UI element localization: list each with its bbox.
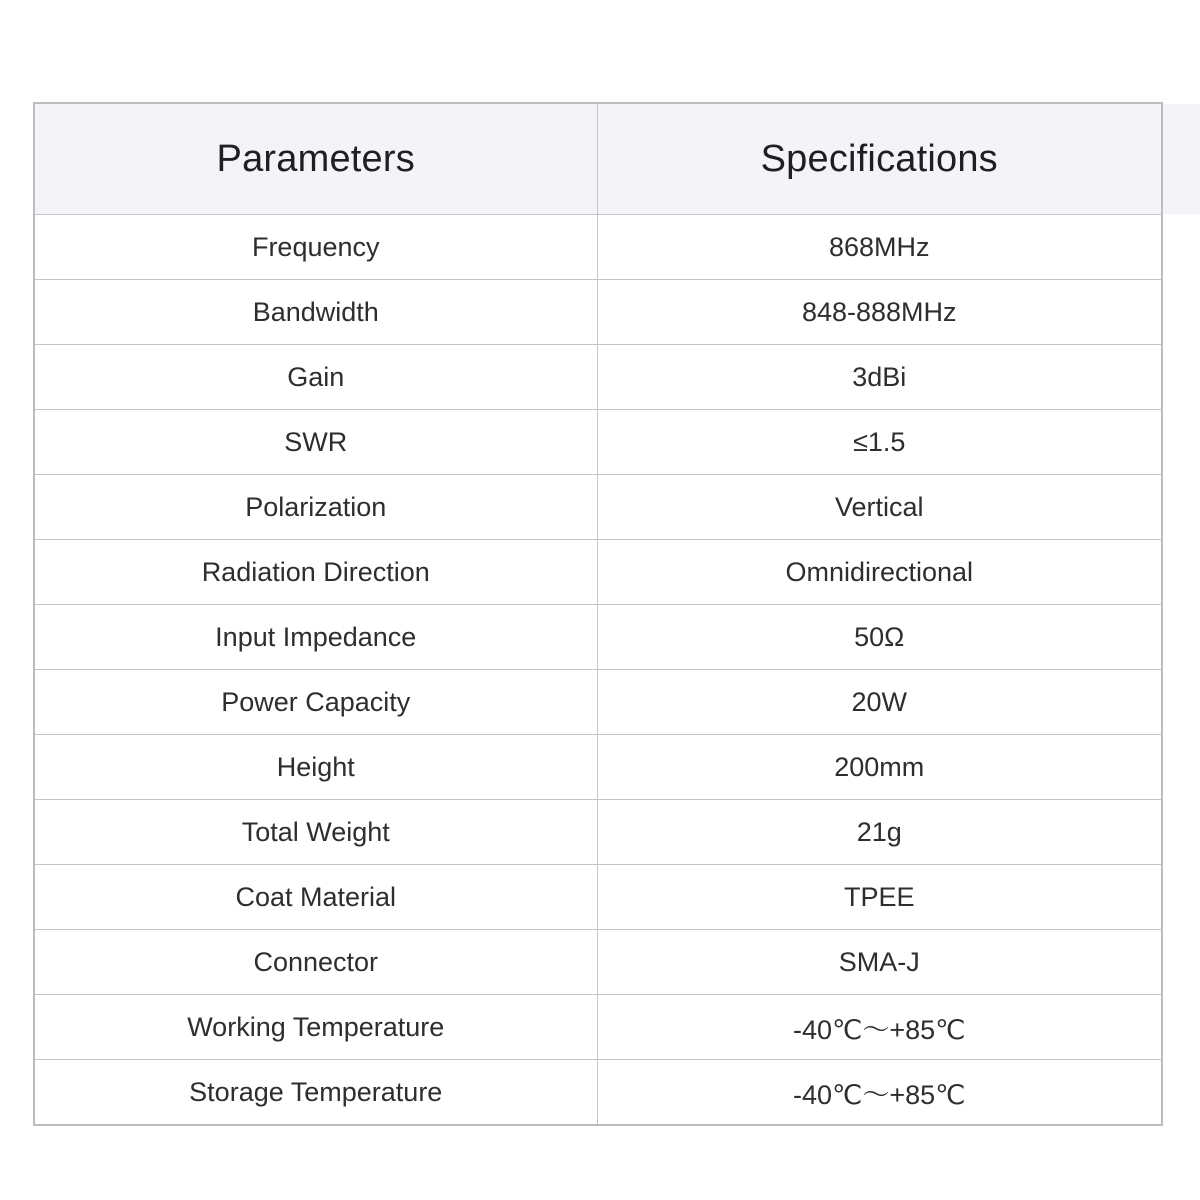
value-cell: 868MHz bbox=[597, 215, 1162, 280]
parameter-cell: Total Weight bbox=[34, 800, 597, 865]
parameter-cell: Polarization bbox=[34, 475, 597, 540]
value-cell: ≤1.5 bbox=[597, 410, 1162, 475]
parameter-cell: Height bbox=[34, 735, 597, 800]
table-row bbox=[34, 735, 1162, 800]
value-cell: -40℃～+85℃ bbox=[597, 1060, 1162, 1126]
parameter-cell: Frequency bbox=[34, 215, 597, 280]
table-row bbox=[34, 410, 1162, 475]
table-row bbox=[34, 475, 1162, 540]
table-row bbox=[34, 670, 1162, 735]
table-row bbox=[34, 1060, 1162, 1126]
table-row bbox=[34, 345, 1162, 410]
parameter-cell: Input Impedance bbox=[34, 605, 597, 670]
parameter-cell: Connector bbox=[34, 930, 597, 995]
value-cell: Vertical bbox=[597, 475, 1162, 540]
table-row bbox=[34, 280, 1162, 345]
parameter-cell: Coat Material bbox=[34, 865, 597, 930]
value-cell: 21g bbox=[597, 800, 1162, 865]
table-header-row bbox=[34, 103, 1162, 215]
value-cell: 200mm bbox=[597, 735, 1162, 800]
value-cell: 848-888MHz bbox=[597, 280, 1162, 345]
header-specifications: Specifications bbox=[597, 103, 1162, 215]
value-cell: TPEE bbox=[597, 865, 1162, 930]
table-row bbox=[34, 605, 1162, 670]
specifications-table bbox=[33, 102, 1163, 1126]
table-row bbox=[34, 215, 1162, 280]
value-cell: 20W bbox=[597, 670, 1162, 735]
parameter-cell: Gain bbox=[34, 345, 597, 410]
table-row bbox=[34, 930, 1162, 995]
parameter-cell: Radiation Direction bbox=[34, 540, 597, 605]
value-cell: 50Ω bbox=[597, 605, 1162, 670]
header-parameters: Parameters bbox=[34, 103, 597, 215]
table-row bbox=[34, 540, 1162, 605]
parameter-cell: SWR bbox=[34, 410, 597, 475]
header-background-strip bbox=[1160, 104, 1200, 214]
parameter-cell: Power Capacity bbox=[34, 670, 597, 735]
value-cell: Omnidirectional bbox=[597, 540, 1162, 605]
parameter-cell: Bandwidth bbox=[34, 280, 597, 345]
value-cell: SMA-J bbox=[597, 930, 1162, 995]
table-row bbox=[34, 865, 1162, 930]
table-row bbox=[34, 995, 1162, 1060]
parameter-cell: Working Temperature bbox=[34, 995, 597, 1060]
value-cell: 3dBi bbox=[597, 345, 1162, 410]
table-row bbox=[34, 800, 1162, 865]
value-cell: -40℃～+85℃ bbox=[597, 995, 1162, 1060]
parameter-cell: Storage Temperature bbox=[34, 1060, 597, 1126]
